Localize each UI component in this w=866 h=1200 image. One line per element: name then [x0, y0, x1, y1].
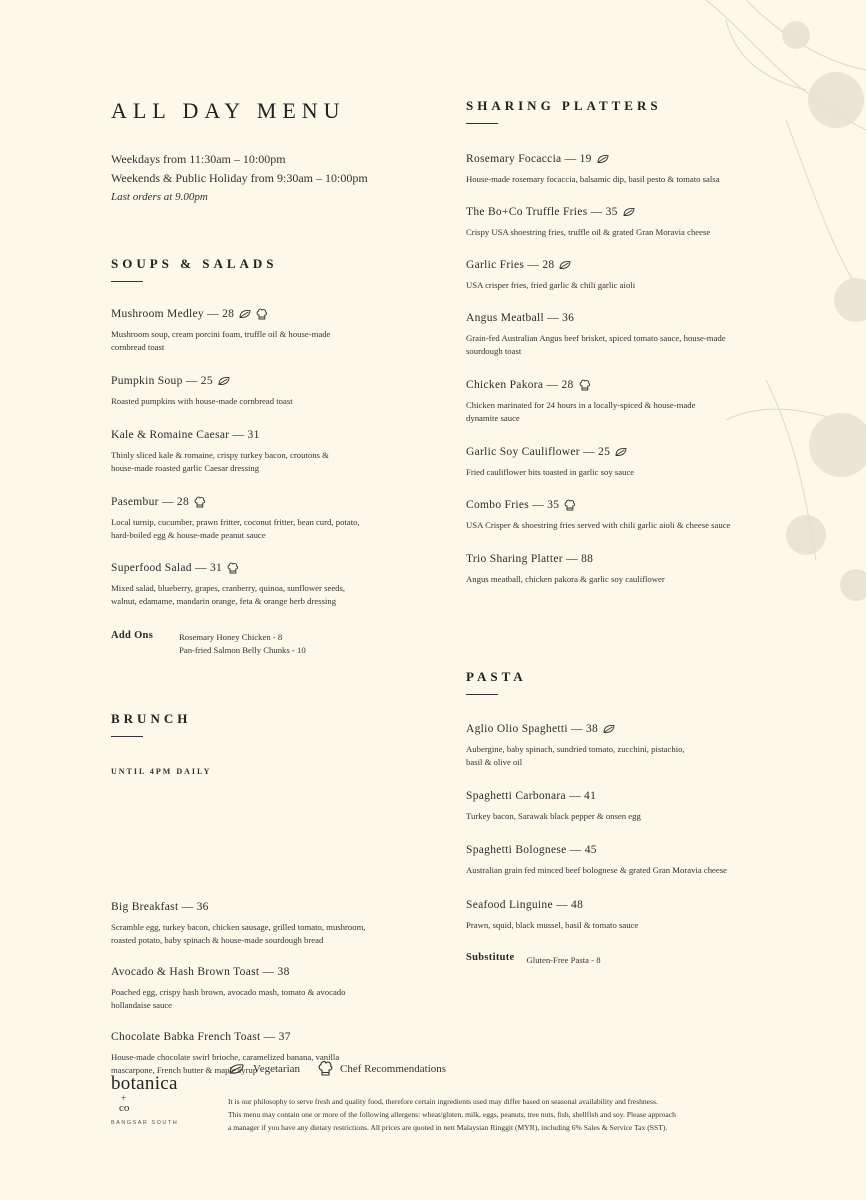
substitute	[466, 952, 601, 967]
menu-item-title: Kale & Romaine Caesar — 31	[111, 429, 260, 441]
logo-wordmark: botanica	[111, 1073, 178, 1094]
menu-item-description	[111, 921, 411, 947]
menu-item-title: Garlic Soy Cauliflower — 25	[466, 446, 611, 458]
menu-item-name	[466, 152, 776, 166]
disclaimer-line: a manager if you have any dietary restrictions. All prices are quoted in nett Malaysian Ringgit (MYR), including 6% Sales & Service Tax (SST).	[228, 1123, 668, 1132]
menu-item-name	[466, 843, 776, 857]
menu-item-description	[466, 864, 776, 877]
description-line: Aubergine, baby spinach, sundried tomato, zucchini, pistachio,	[466, 744, 685, 754]
description-line: Scramble egg, turkey bacon, chicken sausage, grilled tomato, mushroom,	[111, 922, 366, 932]
legend	[228, 1060, 446, 1077]
logo-plus: +	[121, 1093, 127, 1103]
logo-location: BANGSAR SOUTH	[111, 1120, 179, 1126]
leaf-icon	[218, 375, 230, 387]
chef-hat-icon	[579, 379, 591, 391]
disclaimer-line: This menu may contain one or more of the following allergens: wheat/gluten, milk, eggs, peanuts, tree nuts, fish, shellfish and soy. Please approach	[228, 1110, 676, 1119]
menu-item-description	[466, 519, 776, 532]
menu-item-description	[466, 332, 776, 358]
menu-item-description	[466, 399, 776, 425]
menu-item-title: Big Breakfast — 36	[111, 901, 209, 913]
soups-salads-section	[111, 256, 411, 655]
add-ons-label: Add Ons	[111, 630, 154, 641]
menu-item-name	[466, 311, 776, 325]
description-line: Angus meatball, chicken pakora & garlic soy cauliflower	[466, 574, 665, 584]
divider	[466, 123, 498, 124]
menu-item	[466, 378, 776, 425]
divider	[466, 694, 498, 695]
menu-item-title: Chocolate Babka French Toast — 37	[111, 1031, 291, 1043]
menu-item-name	[466, 445, 776, 459]
menu-item-description	[466, 810, 776, 823]
logo-co: co	[119, 1102, 130, 1114]
menu-item	[111, 428, 411, 475]
menu-item-name	[466, 552, 776, 566]
description-line: Mushroom soup, cream porcini foam, truffle oil & house-made	[111, 329, 331, 339]
leaf-icon	[239, 308, 251, 320]
menu-item-title: Spaghetti Carbonara — 41	[466, 790, 597, 802]
menu-item-description	[111, 986, 411, 1012]
menu-item-description	[111, 582, 411, 608]
menu-item-title: Pumpkin Soup — 25	[111, 375, 213, 387]
opening-hours	[111, 150, 411, 207]
chef-hat-icon	[256, 308, 268, 320]
description-line: House-made rosemary focaccia, balsamic dip, basil pesto & tomato salsa	[466, 174, 720, 184]
description-line: Poached egg, crispy hash brown, avocado mash, tomato & avocado	[111, 987, 346, 997]
menu-item-title: Avocado & Hash Brown Toast — 38	[111, 966, 290, 978]
menu-item	[466, 789, 776, 823]
hours-weekdays: Weekdays from 11:30am – 10:00pm	[111, 152, 286, 166]
menu-item-name	[111, 561, 411, 575]
menu-item	[111, 561, 411, 608]
menu-item	[466, 258, 776, 292]
menu-item	[466, 311, 776, 358]
menu-item-name	[111, 307, 411, 321]
menu-item-title: Seafood Linguine — 48	[466, 899, 584, 911]
chef-hat-icon	[318, 1060, 333, 1077]
description-line: sourdough toast	[466, 346, 522, 356]
menu-item-name	[466, 205, 776, 219]
menu-item	[111, 374, 411, 408]
description-line: Australian grain fed minced beef bolognese & grated Gran Moravia cheese	[466, 865, 728, 875]
leaf-icon	[623, 206, 635, 218]
menu-item-description	[466, 743, 776, 769]
description-line: roasted potato, baby spinach & house-made sourdough bread	[111, 935, 324, 945]
description-line: Crispy USA shoestring fries, truffle oil & grated Gran Moravia cheese	[466, 227, 711, 237]
menu-item	[466, 722, 776, 769]
leaf-icon	[615, 446, 627, 458]
menu-item-name	[466, 898, 776, 912]
menu-item-description	[466, 279, 776, 292]
legend-vegetarian	[228, 1062, 300, 1076]
description-line: Grain-fed Australian Angus beef brisket, spiced tomato sauce, house-made	[466, 333, 726, 343]
menu-item-name	[111, 428, 411, 442]
section-title: SHARING PLATTERS	[466, 98, 662, 113]
add-on-item: Rosemary Honey Chicken - 8	[179, 632, 283, 642]
divider	[111, 281, 143, 282]
menu-item	[111, 900, 411, 947]
add-on-item: Pan-fried Salmon Belly Chunks - 10	[179, 645, 306, 655]
description-line: hard-boiled egg & house-made peanut sauce	[111, 530, 266, 540]
description-line: Mixed salad, blueberry, grapes, cranberry, quinoa, sunflower seeds,	[111, 583, 346, 593]
description-line: house-made roasted garlic Caesar dressing	[111, 463, 260, 473]
leaf-icon	[597, 153, 609, 165]
leaf-icon	[559, 259, 571, 271]
description-line: mascarpone, French butter & maple syrup	[111, 1065, 258, 1075]
description-line: Local turnip, cucumber, prawn fritter, coconut fritter, bean curd, potato,	[111, 517, 360, 527]
menu-item-description	[111, 328, 411, 354]
menu-item	[466, 445, 776, 479]
menu-item-name	[111, 965, 411, 979]
add-ons	[111, 630, 306, 657]
description-line: hollandaise sauce	[111, 1000, 173, 1010]
description-line: dynamite sauce	[466, 413, 520, 423]
right-column	[466, 98, 776, 965]
disclaimer-line: It is our philosophy to serve fresh and quality food, therefore certain ingredients used may differ based on seasonal availability and freshness.	[228, 1097, 658, 1106]
chef-hat-icon	[564, 499, 576, 511]
logo	[111, 1074, 201, 1126]
description-line: Turkey bacon, Sarawak black pepper & onsen egg	[466, 811, 641, 821]
substitute-value: Gluten-Free Pasta - 8	[526, 955, 601, 965]
legend-chef	[318, 1060, 446, 1077]
menu-item-description	[466, 173, 776, 186]
menu-item	[111, 965, 411, 1012]
menu-item-name	[111, 495, 411, 509]
menu-item	[111, 495, 411, 542]
menu-item-description	[466, 466, 776, 479]
menu-item-title: Trio Sharing Platter — 88	[466, 553, 594, 565]
menu-item-title: Combo Fries — 35	[466, 499, 560, 511]
disclaimer	[228, 1095, 778, 1134]
menu-item-title: The Bo+Co Truffle Fries — 35	[466, 206, 618, 218]
description-line: Thinly sliced kale & romaine, crispy turkey bacon, croutons &	[111, 450, 329, 460]
menu-item-title: Chicken Pakora — 28	[466, 379, 574, 391]
legend-chef-label: Chef Recommendations	[340, 1062, 447, 1075]
last-orders: Last orders at 9.00pm	[111, 191, 208, 203]
description-line: basil & olive oil	[466, 757, 523, 767]
legend-vegetarian-label: Vegetarian	[253, 1062, 301, 1075]
menu-item-description	[111, 395, 411, 408]
section-title: SOUPS & SALADS	[111, 256, 278, 271]
description-line: Roasted pumpkins with house-made cornbread toast	[111, 396, 293, 406]
menu-item-title: Spaghetti Bolognese — 45	[466, 844, 597, 856]
sharing-platters-section	[466, 98, 776, 584]
hours-weekends: Weekends & Public Holiday from 9:30am – 10:00pm	[111, 171, 368, 185]
menu-item-name	[111, 1030, 411, 1044]
chef-hat-icon	[227, 562, 239, 574]
menu-item-description	[466, 573, 776, 586]
description-line: USA Crisper & shoestring fries served with chili garlic aioli & cheese sauce	[466, 520, 731, 530]
menu-item	[466, 898, 776, 932]
menu-item-title: Superfood Salad — 31	[111, 562, 223, 574]
menu-item-description	[111, 516, 411, 542]
menu-item-title: Angus Meatball — 36	[466, 312, 575, 324]
menu-item-title: Aglio Olio Spaghetti — 38	[466, 723, 599, 735]
menu-item-title: Garlic Fries — 28	[466, 259, 555, 271]
substitute-label: Substitute	[466, 952, 515, 963]
menu-item-name	[111, 374, 411, 388]
menu-item	[111, 307, 411, 354]
menu-item-description	[111, 449, 411, 475]
description-line: cornbread toast	[111, 342, 165, 352]
menu-item	[466, 498, 776, 532]
section-title: PASTA	[466, 669, 527, 684]
menu-item-title: Rosemary Focaccia — 19	[466, 153, 592, 165]
menu-item-description	[466, 919, 776, 932]
menu-item-name	[466, 498, 776, 512]
description-line: Prawn, squid, black mussel, basil & tomato sauce	[466, 920, 639, 930]
menu-title: ALL DAY MENU	[111, 98, 346, 123]
brunch-subtitle: UNTIL 4PM DAILY	[111, 767, 212, 776]
menu-item-title: Pasembur — 28	[111, 496, 190, 508]
menu-item-name	[466, 378, 776, 392]
menu-item-name	[466, 722, 776, 736]
add-ons-list	[179, 630, 306, 657]
description-line: Chicken marinated for 24 hours in a locally-spiced & house-made	[466, 400, 696, 410]
menu-item-name	[466, 258, 776, 272]
menu-item-name	[111, 900, 411, 914]
description-line: walnut, edamame, mandarin orange, feta & orange herb dressing	[111, 596, 337, 606]
leaf-icon	[228, 1062, 246, 1076]
chef-hat-icon	[194, 496, 206, 508]
description-line: Fried cauliflower bits toasted in garlic soy sauce	[466, 467, 635, 477]
menu-item	[466, 205, 776, 239]
divider	[111, 736, 143, 737]
description-line: House-made chocolate swirl brioche, caramelized banana, vanilla	[111, 1052, 340, 1062]
menu-item	[466, 552, 776, 586]
leaf-icon	[603, 723, 615, 735]
menu-item	[466, 152, 776, 186]
menu-item-description	[466, 226, 776, 239]
menu-item	[466, 843, 776, 877]
menu-item-name	[466, 789, 776, 803]
section-title: BRUNCH	[111, 711, 192, 726]
description-line: USA crisper fries, fried garlic & chili garlic aioli	[466, 280, 636, 290]
menu-item-title: Mushroom Medley — 28	[111, 308, 235, 320]
pasta-section	[466, 669, 776, 965]
